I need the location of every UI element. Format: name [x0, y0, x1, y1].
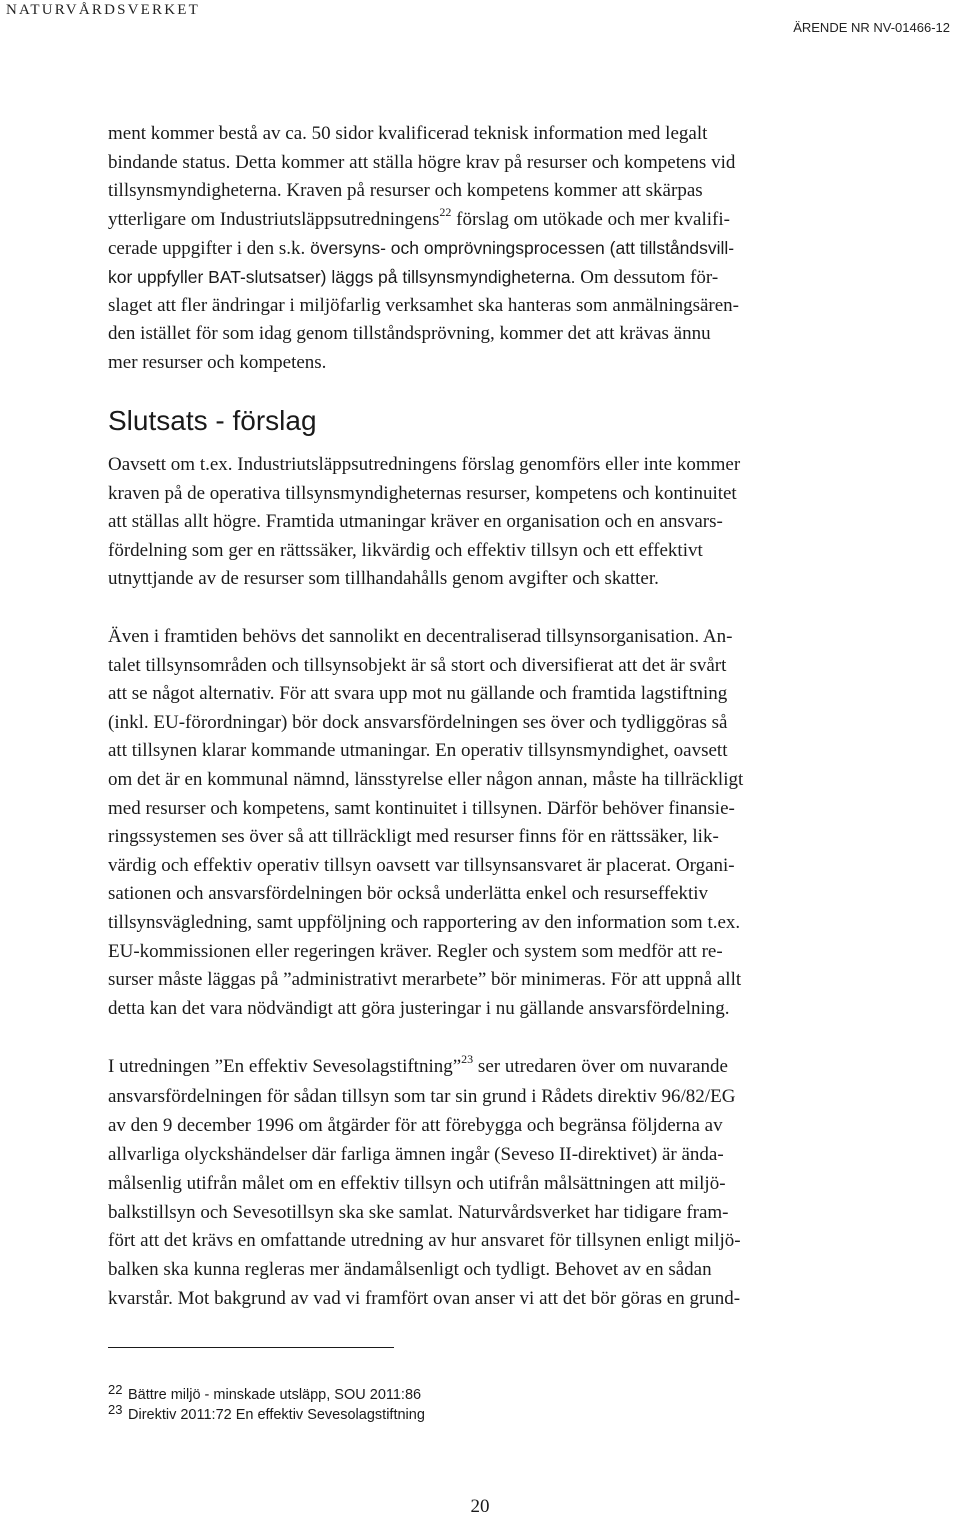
body-line: ansvarsfördelningen för sådan tillsyn som tar sin grund i Rådets direktiv 96/82/EG: [108, 1086, 736, 1107]
body-line: att tillsynen klarar kommande utmaningar. En operativ tillsynsmyndighet, oavsett: [108, 740, 728, 761]
body-line: [108, 204, 730, 233]
body-text: ytterligare om Industriutsläppsutredningens: [108, 209, 440, 230]
footnote-text: Direktiv 2011:72 En effektiv Sevesolagstiftning: [128, 1407, 425, 1423]
body-line: allvarliga olyckshändelser där farliga ämnen ingår (Seveso II-direktivet) är ända-: [108, 1144, 724, 1165]
footnote-ref: 23: [461, 1051, 474, 1066]
body-line: surser måste läggas på ”administrativt merarbete” bör minimeras. För att uppnå allt: [108, 969, 742, 990]
body-line: bindande status. Detta kommer att ställa högre krav på resurser och kompetens vid: [108, 152, 736, 173]
body-text: cerade uppgifter i den s.k.: [108, 238, 306, 259]
body-line: fört att det krävs en omfattande utredning av hur ansvaret för tillsynen enligt miljö-: [108, 1230, 741, 1251]
body-line: slaget att fler ändringar i miljöfarlig verksamhet ska hanteras som anmälningsären-: [108, 295, 740, 316]
body-line: (inkl. EU-förordningar) bör dock ansvarsfördelningen ses över och tydliggöras så: [108, 712, 728, 733]
body-line: [108, 1051, 728, 1080]
body-line: [108, 264, 718, 291]
body-line: detta kan det vara nödvändigt att göra justeringar i nu gällande ansvarsfördelning.: [108, 998, 730, 1019]
body-line: värdig och effektiv operativ tillsyn oavsett var tillsynsansvaret är placerat. Organi-: [108, 855, 735, 876]
case-number: ÄRENDE NR NV-01466-12: [793, 20, 950, 35]
body-text: förslag om utökade och mer kvalifi-: [456, 209, 730, 230]
footnote: [108, 1402, 425, 1424]
body-line: sationen och ansvarsfördelningen bör också underlätta enkel och resurseffektiv: [108, 883, 709, 904]
body-line: den istället för som idag genom tillståndsprövning, kommer det att krävas ännu: [108, 323, 711, 344]
body-text: ser utredaren över om nuvarande: [477, 1056, 728, 1077]
body-line: fördelning som ger en rättssäker, likvärdig och effektiv tillsyn och ett effektivt: [108, 540, 703, 561]
body-line: med resurser och kompetens, samt kontinuitet i tillsynen. Därför behöver finansie-: [108, 798, 735, 819]
body-line: tillsynsmyndigheterna. Kraven på resurser och kompetens kommer att skärpas: [108, 180, 703, 201]
body-line: utnyttjande av de resurser som tillhandahålls genom avgifter och skatter.: [108, 568, 659, 589]
body-line: ringssystemen ses över så att tillräckligt med resurser finns för en rättssäker, lik-: [108, 826, 719, 847]
body-line: EU-kommissionen eller regeringen kräver. Regler och system som medför att re-: [108, 941, 723, 962]
body-line: tillsynsvägledning, samt uppföljning och rapportering av den information som t.ex.: [108, 912, 741, 933]
body-text: I utredningen ”En effektiv Sevesolagstiftning”: [108, 1056, 462, 1077]
footnote-ref: 22: [439, 204, 452, 219]
footnote-number: 22: [108, 1382, 123, 1397]
agency-logo: NATURVÅRDSVERKET: [6, 2, 201, 18]
footnote-number: 23: [108, 1402, 123, 1417]
body-line: Även i framtiden behövs det sannolikt en decentraliserad tillsynsorganisation. An-: [108, 626, 733, 647]
body-line: mer resurser och kompetens.: [108, 352, 327, 373]
footnote-text: Bättre miljö - minskade utsläpp, SOU 2011:86: [128, 1387, 422, 1403]
section-heading: Slutsats - förslag: [108, 405, 317, 436]
body-line: målsenlig utifrån målet om en effektiv tillsyn och utifrån målsättningen att miljö-: [108, 1173, 726, 1194]
body-line: ment kommer bestå av ca. 50 sidor kvalificerad teknisk information med legalt: [108, 123, 708, 144]
body-line: att se något alternativ. För att svara upp mot nu gällande och framtida lagstiftning: [108, 683, 728, 704]
body-line: Oavsett om t.ex. Industriutsläppsutredningens förslag genomförs eller inte kommer: [108, 454, 741, 475]
body-line: [108, 235, 734, 262]
footnote: [108, 1382, 422, 1404]
body-text: Om dessutom för-: [580, 267, 719, 288]
body-line: balkstillsyn och Sevesotillsyn ska ske samlat. Naturvårdsverket har tidigare fram-: [108, 1202, 729, 1223]
body-line: om det är en kommunal nämnd, länsstyrelse eller någon annan, måste ha tillräckligt: [108, 769, 744, 790]
body-text: översyns- och omprövningsprocessen (att tillståndsvill-: [310, 238, 735, 258]
footnote-separator: [108, 1347, 394, 1348]
page-number: 20: [470, 1496, 490, 1517]
body-line: balken ska kunna regleras mer ändamålsenligt och tydligt. Behovet av en sådan: [108, 1259, 712, 1280]
body-line: kvarstår. Mot bakgrund av vad vi framfört ovan anser vi att det bör göras en grund-: [108, 1288, 741, 1309]
body-text: kor uppfyller BAT-slutsatser) läggs på tillsynsmyndigheterna.: [108, 267, 576, 287]
body-line: av den 9 december 1996 om åtgärder för att förebygga och begränsa följderna av: [108, 1115, 723, 1136]
body-line: att ställas allt högre. Framtida utmaningar kräver en organisation och en ansvars-: [108, 511, 723, 532]
body-line: kraven på de operativa tillsynsmyndigheternas resurser, kompetens och kontinuitet: [108, 483, 737, 504]
body-line: talet tillsynsområden och tillsynsobjekt är så stort och diversifierat att det är svårt: [108, 655, 727, 676]
